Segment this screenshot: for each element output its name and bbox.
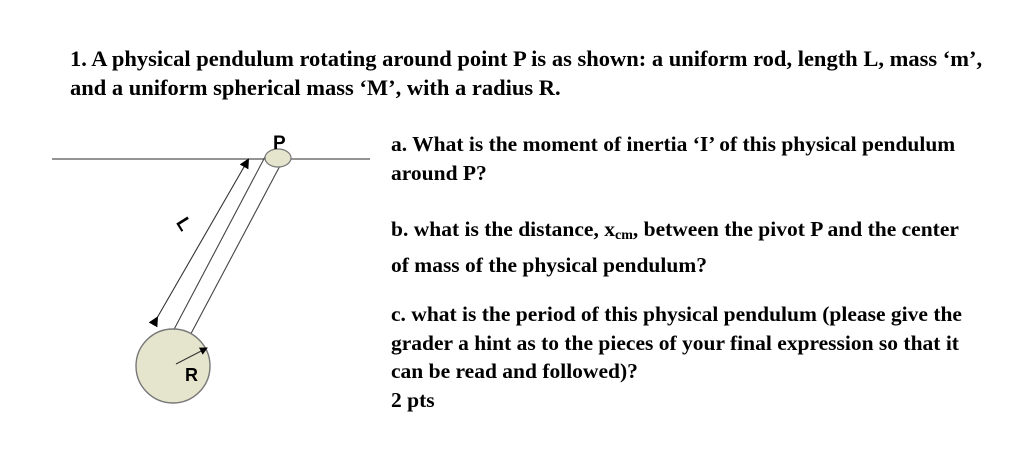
spherical-mass	[136, 329, 210, 403]
question-c	[391, 300, 981, 414]
radius-label: R	[185, 365, 198, 385]
length-arrow	[157, 160, 248, 318]
question-b-subscript: cm	[614, 228, 633, 243]
length-label: L	[171, 213, 196, 235]
problem-heading: 1. A physical pendulum rotating around point P is as shown: a uniform rod, length L, mass ‘m’, and a uniform spherical mass ‘M’, with a radius R.	[70, 46, 983, 100]
rod-right-edge	[186, 162, 282, 343]
question-b-suffix: , between the pivot P and the center of mass of the physical pendulum?	[391, 217, 959, 277]
question-c-points: 2 pts	[391, 387, 435, 412]
pendulum-diagram	[0, 0, 400, 465]
question-b	[391, 215, 981, 279]
question-c-text: c. what is the period of this physical pendulum (please give the grader a hint as to the pieces of your final expression so that it can be read and followed)?	[391, 302, 962, 383]
rod-left-edge	[170, 155, 266, 337]
question-b-prefix: b. what is the distance, x	[391, 217, 615, 241]
pivot-label: P	[273, 133, 286, 154]
question-a: a. What is the moment of inertia ‘I’ of this physical pendulum around P?	[391, 132, 956, 185]
